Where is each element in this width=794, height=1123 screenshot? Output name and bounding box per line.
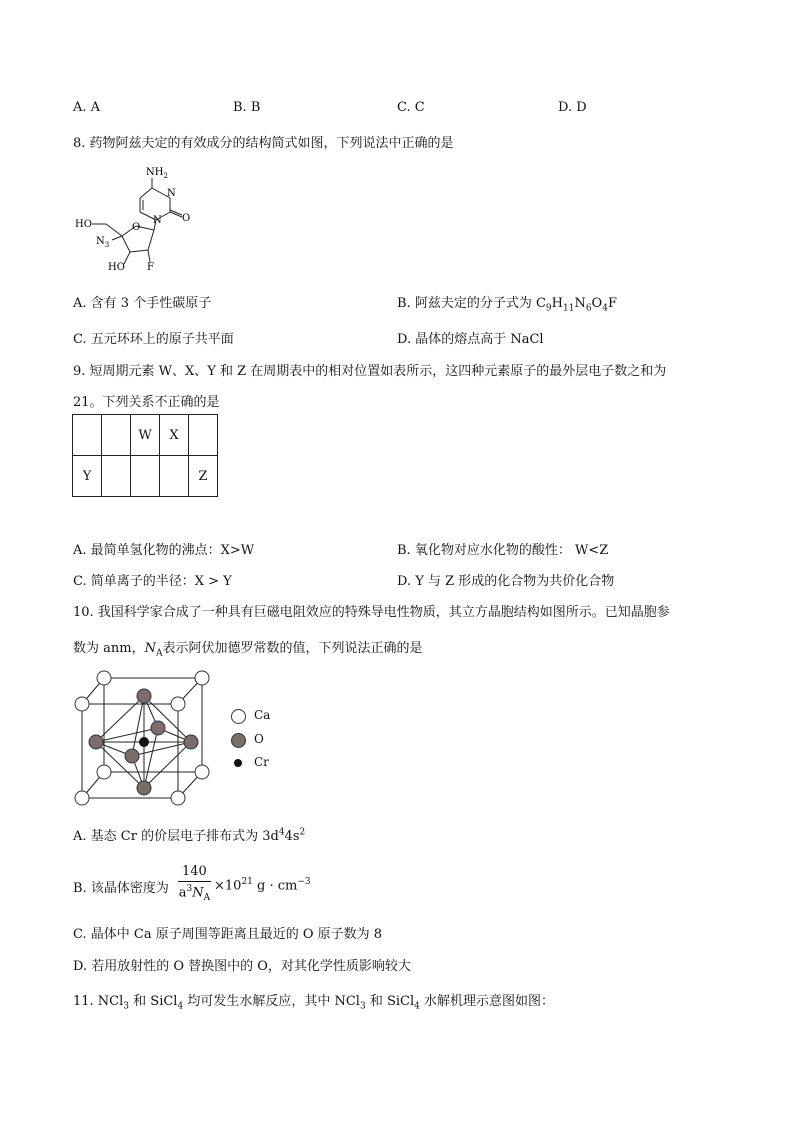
legend-o-swatch bbox=[231, 733, 246, 748]
crystal-cell-diagram bbox=[70, 670, 220, 810]
legend-cr-swatch bbox=[234, 759, 242, 767]
legend-cr-label: Cr bbox=[254, 755, 269, 769]
q8-stem: 8. 药物阿兹夫定的有效成分的结构简式如图，下列说法中正确的是 bbox=[73, 136, 454, 151]
q8-molecule-diagram bbox=[70, 160, 220, 280]
q7-option-d: D. D bbox=[558, 100, 587, 115]
q8-option-d: D. 晶体的熔点高于 NaCl bbox=[397, 332, 544, 347]
periodic-table-fragment bbox=[72, 414, 218, 497]
q11-stem: 11. NCl$_3$ 和 SiCl$_4$ 均可发生水解反应，其中 NCl$_3$ 和 SiCl$_4$ 水解机理示意图如图： bbox=[73, 994, 554, 1012]
legend-ca-label: Ca bbox=[254, 708, 271, 722]
density-fraction bbox=[178, 864, 211, 903]
q10-option-b-suffix: $\times 10^{21}$ $g \cdot cm^{-3}$ bbox=[214, 877, 311, 894]
n-top-label: N bbox=[167, 188, 176, 199]
q10-option-b-prefix: B. 该晶体密度为 bbox=[73, 881, 169, 896]
q9-option-d: D. Y 与 Z 形成的化合物为共价化合物 bbox=[397, 574, 615, 589]
n-ring-label: N bbox=[153, 215, 162, 226]
fraction-numerator: 140 bbox=[178, 864, 211, 882]
q9-stem-line1: 9. 短周期元素 W、X、Y 和 Z 在周期表中的相对位置如表所示，这四种元素原子的最外层电子数之和为 bbox=[73, 364, 667, 379]
q7-option-c: C. C bbox=[397, 100, 425, 115]
q7-option-a: A. A bbox=[73, 100, 101, 115]
q10-option-c: C. 晶体中 Ca 原子周围等距离且最近的 O 原子数为 8 bbox=[73, 927, 383, 942]
q10-option-a: A. 基态 Cr 的价层电子排布式为 $3d^44s^2$ bbox=[73, 827, 306, 844]
ho-top-label: HO bbox=[75, 219, 92, 230]
table-cell bbox=[131, 456, 160, 497]
nh2-label: $NH_2$ bbox=[146, 167, 168, 180]
q10-stem-line1: 10. 我国科学家合成了一种具有巨磁电阻效应的特殊导电性物质，其立方晶胞结构如图所示。已知晶胞参 bbox=[73, 605, 670, 620]
table-cell bbox=[102, 415, 131, 456]
f-label: F bbox=[147, 262, 154, 273]
q8-option-a: A. 含有 3 个手性碳原子 bbox=[73, 296, 212, 311]
table-cell bbox=[189, 415, 218, 456]
table-cell bbox=[102, 456, 131, 497]
n3-label: $N_3$ bbox=[96, 236, 110, 249]
q9-option-b: B. 氧化物对应水化物的酸性： W<Z bbox=[397, 543, 609, 558]
table-cell: W bbox=[131, 415, 160, 456]
table-cell: Z bbox=[189, 456, 218, 497]
legend-o-label: O bbox=[254, 732, 264, 746]
table-cell bbox=[73, 415, 102, 456]
o-ring-label: O bbox=[132, 222, 141, 233]
table-cell: Y bbox=[73, 456, 102, 497]
o-carbonyl-label: O bbox=[182, 213, 191, 224]
q8-option-b: B. 阿兹夫定的分子式为 $C_9H_{11}N_6O_4F$ bbox=[397, 296, 617, 314]
cr-atom bbox=[139, 737, 149, 747]
ho-bottom-label: HO bbox=[108, 262, 125, 273]
fraction-denominator: $a^3N_A$ bbox=[178, 884, 211, 903]
q9-option-a: A. 最简单氢化物的沸点：X>W bbox=[73, 543, 255, 558]
q7-option-b: B. B bbox=[233, 100, 261, 115]
table-cell: X bbox=[160, 415, 189, 456]
legend-ca-swatch bbox=[231, 709, 246, 724]
q9-stem-line2: 21。下列关系不正确的是 bbox=[73, 395, 220, 410]
q9-option-c: C. 简单离子的半径：X > Y bbox=[73, 574, 232, 589]
q10-option-d: D. 若用放射性的 O 替换图中的 O，对其化学性质影响较大 bbox=[73, 959, 411, 974]
q8-option-c: C. 五元环环上的原子共平面 bbox=[73, 332, 234, 347]
table-cell bbox=[160, 456, 189, 497]
q10-stem-line2: 数为 anm，$N_A$表示阿伏加德罗常数的值，下列说法正确的是 bbox=[73, 641, 423, 659]
